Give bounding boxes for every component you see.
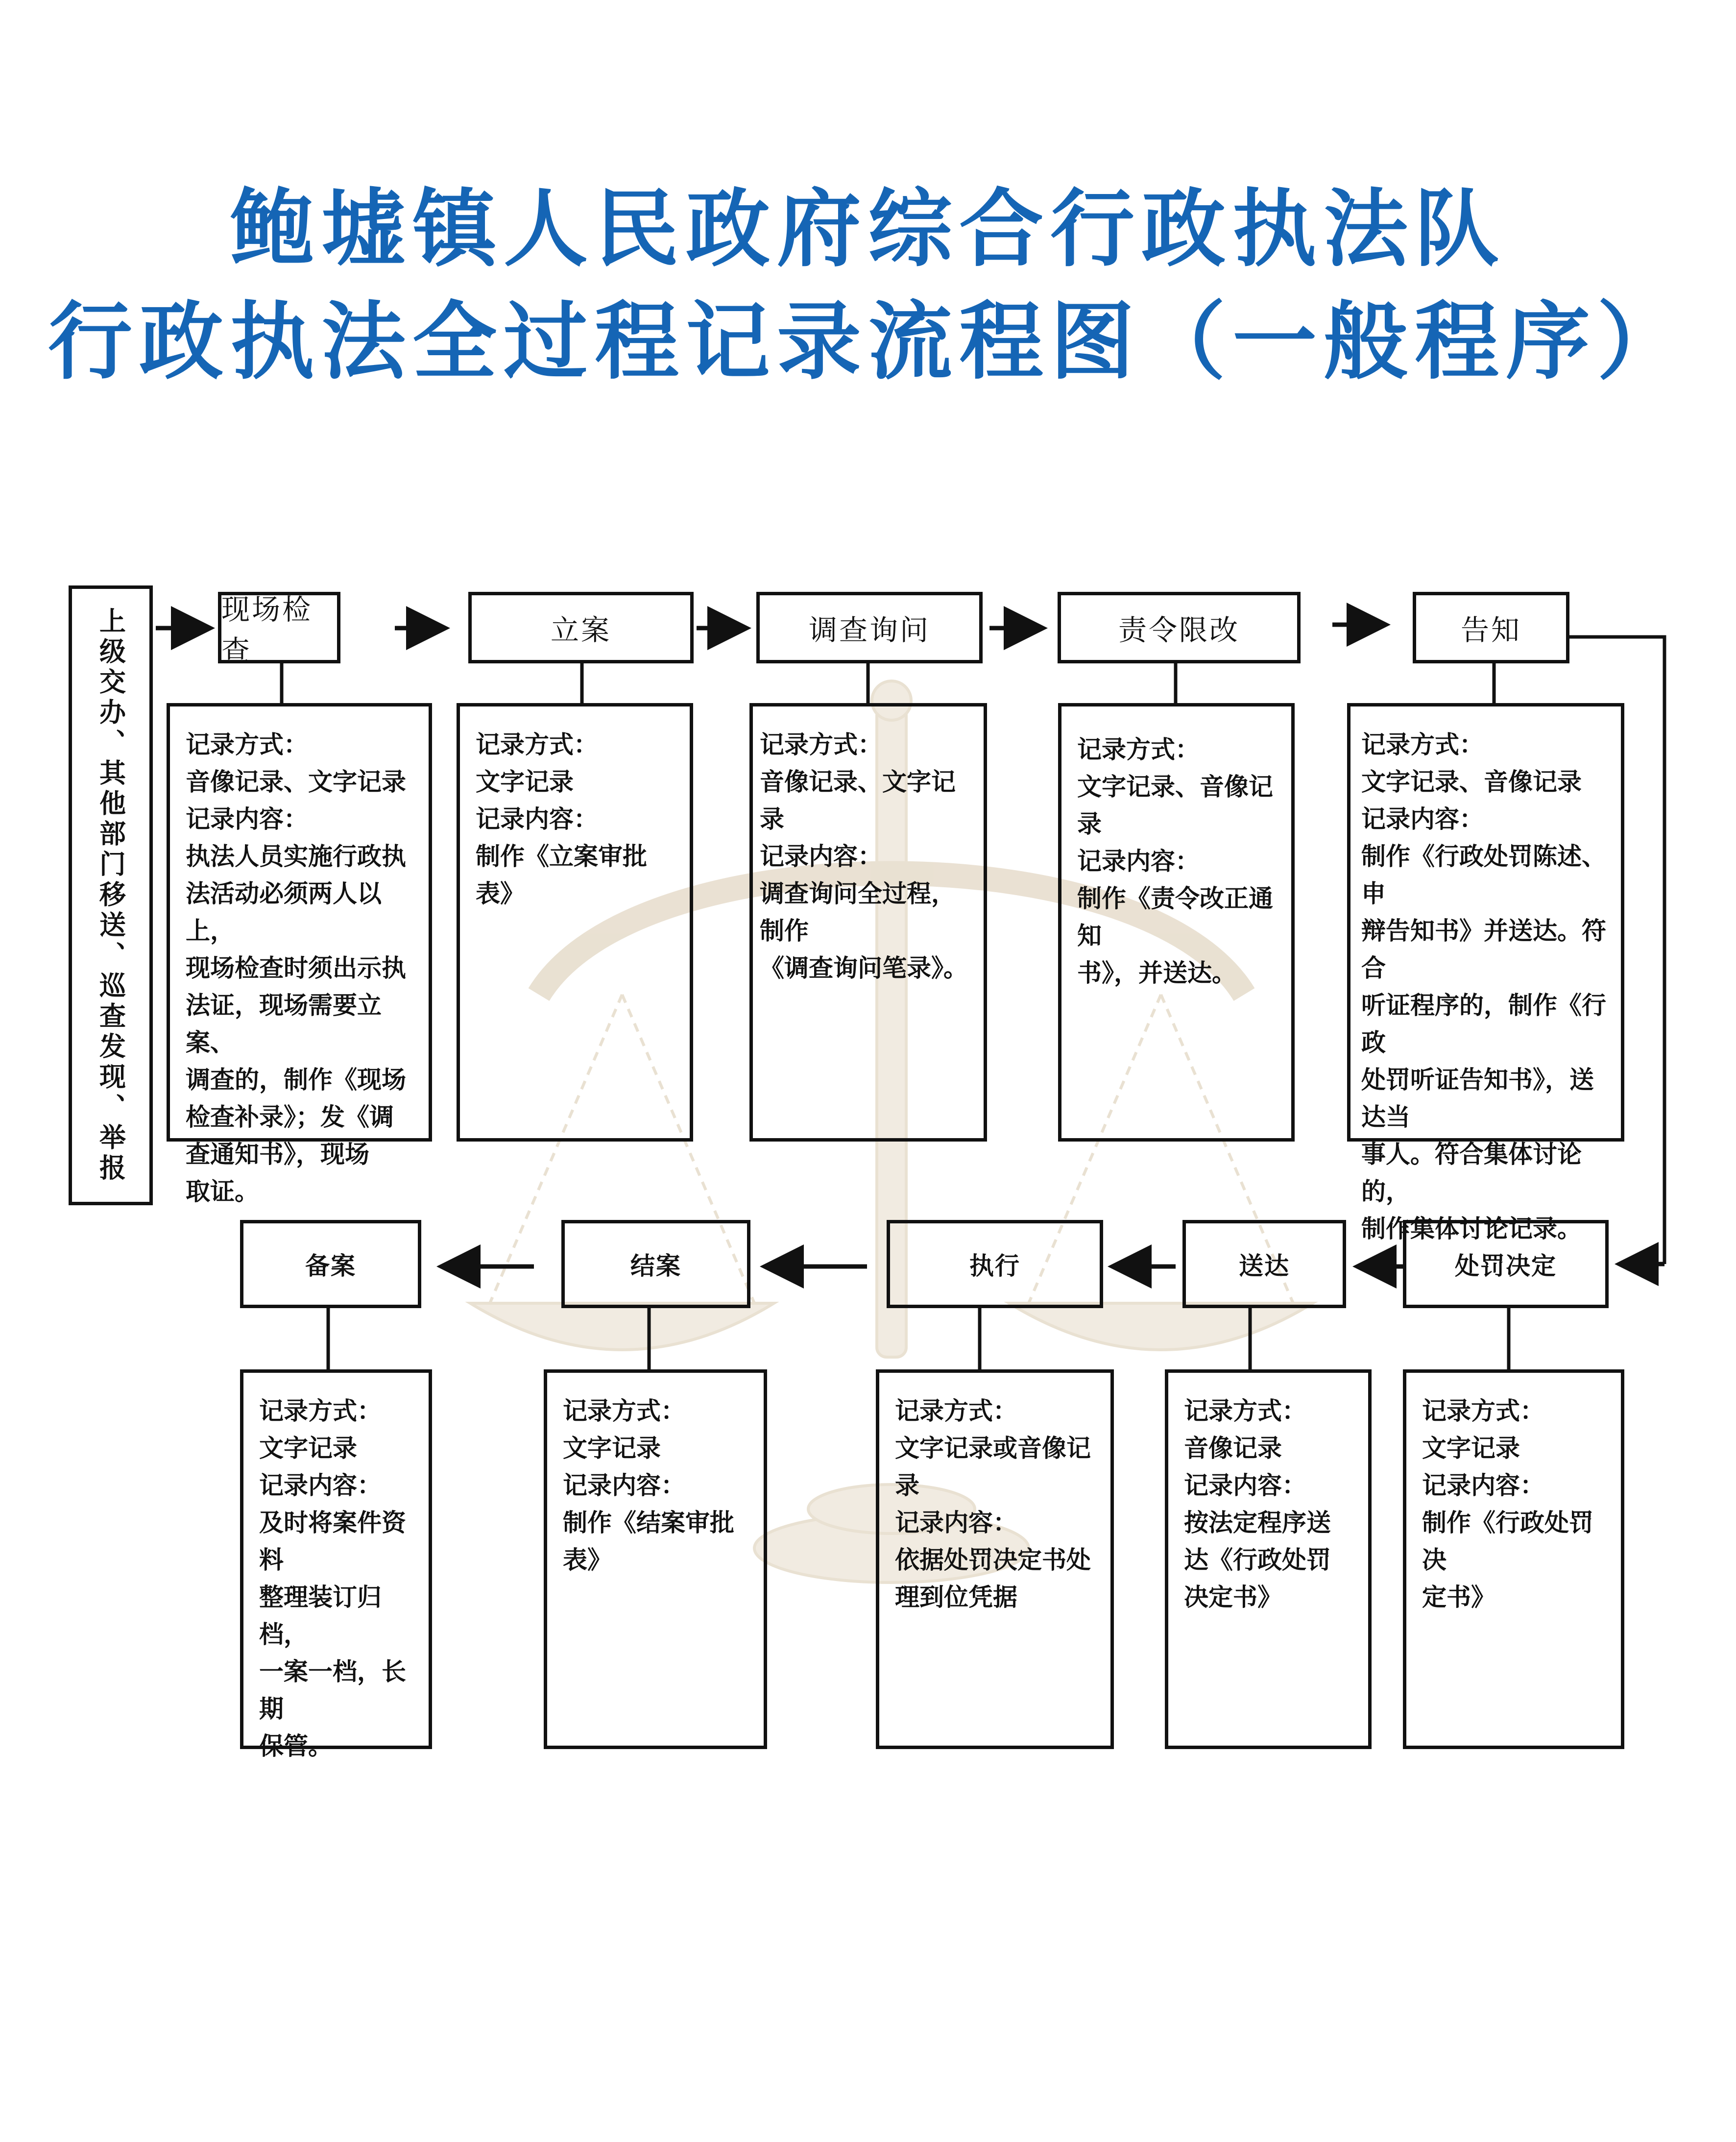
desc-line: 文字记录、音像记录 [1361,768,1582,796]
desc-line: 记录内容： [895,1509,1017,1537]
desc-line: 记录方式： [760,730,882,759]
desc-line: 事人。符合集体讨论的， [1361,1140,1582,1206]
desc-line: 记录内容： [760,842,882,871]
desc-line: 达《行政处罚 [1184,1546,1331,1574]
step-notification: 告知 [1413,592,1569,663]
step-penalty-decision: 处罚决定 [1403,1220,1609,1308]
desc-line: 制作集体讨论记录。 [1361,1215,1582,1243]
desc-line: 记录方式： [1077,735,1200,764]
desc-line: 文字记录 [1422,1434,1520,1462]
step-archiving: 备案 [240,1220,421,1308]
desc-line: 法证，现场需要立案、 [186,991,382,1057]
desc-line: 记录内容： [563,1471,685,1500]
desc-line: 取证。 [186,1177,259,1206]
desc-line: 查通知书》，现场 [186,1140,369,1168]
desc-line: 制作《立案审批表》 [476,842,647,908]
desc-line: 听证程序的，制作《行政 [1361,991,1606,1057]
step-execution: 执行 [887,1220,1103,1308]
desc-line: 按法定程序送 [1184,1509,1331,1537]
source-label: 上级交办、其他部门移送、巡查发现、举报 [95,607,126,1184]
desc-line: 调查询问全过程，制作 [760,879,956,945]
desc-line: 音像记录、文字记录 [186,768,406,796]
desc-line: 及时将案件资料 [259,1509,406,1574]
desc-line: 决定书》 [1184,1583,1282,1611]
desc-line: 表》 [563,1546,612,1574]
step-investigation: 调查询问 [756,592,983,663]
step-on-site-inspection: 现场检查 [218,592,340,663]
desc-line: 调查的，制作《现场 [186,1066,406,1094]
desc-line: 制作《结案审批 [563,1509,734,1537]
title-line-1: 鲍墟镇人民政府综合行政执法队 [230,179,1506,278]
desc-line: 《调查询问笔录》。 [760,954,968,982]
desc-line: 记录内容： [476,805,598,833]
desc-line: 记录方式： [895,1397,1017,1425]
desc-line: 书》，并送达。 [1077,959,1236,987]
desc-line: 保管。 [259,1732,333,1760]
step-case-filing: 立案 [468,592,694,663]
desc-line: 法活动必须两人以上， [186,879,382,945]
desc-line: 记录方式： [476,730,598,759]
desc-line: 文字记录 [476,768,574,796]
step-order-rectification: 责令限改 [1058,592,1301,663]
desc-line: 检查补录》；发《调 [186,1103,394,1131]
desc-line: 音像记录、文字记录 [760,768,956,833]
desc-line: 记录内容： [1184,1471,1306,1500]
desc-line: 音像记录 [1184,1434,1282,1462]
desc-line: 文字记录或音像记 [895,1434,1091,1462]
step-delivery: 送达 [1182,1220,1346,1308]
desc-line: 依据处罚决定书处 [895,1546,1091,1574]
desc-line: 理到位凭据 [895,1583,1017,1611]
title-line-2: 行政执法全过程记录流程图（一般程序） [48,292,1688,391]
desc-line: 记录方式： [259,1397,382,1425]
desc-line: 记录方式： [1361,730,1484,759]
desc-line: 记录方式： [563,1397,685,1425]
desc-line: 记录内容： [1077,847,1200,876]
desc-line: 记录方式： [1184,1397,1306,1425]
step-case-closing: 结案 [561,1220,750,1308]
desc-line: 定书》 [1422,1583,1495,1611]
desc-line: 录 [895,1471,919,1500]
desc-line: 记录内容： [186,805,308,833]
desc-line: 记录内容： [259,1471,382,1500]
desc-line: 制作《责令改正通知 [1077,884,1273,950]
desc-line: 文字记录 [563,1434,661,1462]
desc-line: 记录方式： [1422,1397,1544,1425]
desc-line: 执法人员实施行政执 [186,842,406,871]
desc-line: 记录内容： [1361,805,1484,833]
desc-line: 记录方式： [186,730,308,759]
desc-line: 文字记录 [259,1434,357,1462]
desc-line: 记录内容： [1422,1471,1544,1500]
desc-line: 一案一档，长期 [259,1657,406,1723]
desc-line: 现场检查时须出示执 [186,954,406,982]
desc-line: 制作《行政处罚陈述、申 [1361,842,1606,908]
desc-line: 整理装订归档， [259,1583,382,1649]
desc-line: 辩告知书》并送达。符合 [1361,917,1606,982]
desc-line: 制作《行政处罚决 [1422,1509,1593,1574]
desc-line: 文字记录、音像记录 [1077,773,1273,838]
desc-line: 处罚听证告知书》，送达当 [1361,1066,1594,1131]
